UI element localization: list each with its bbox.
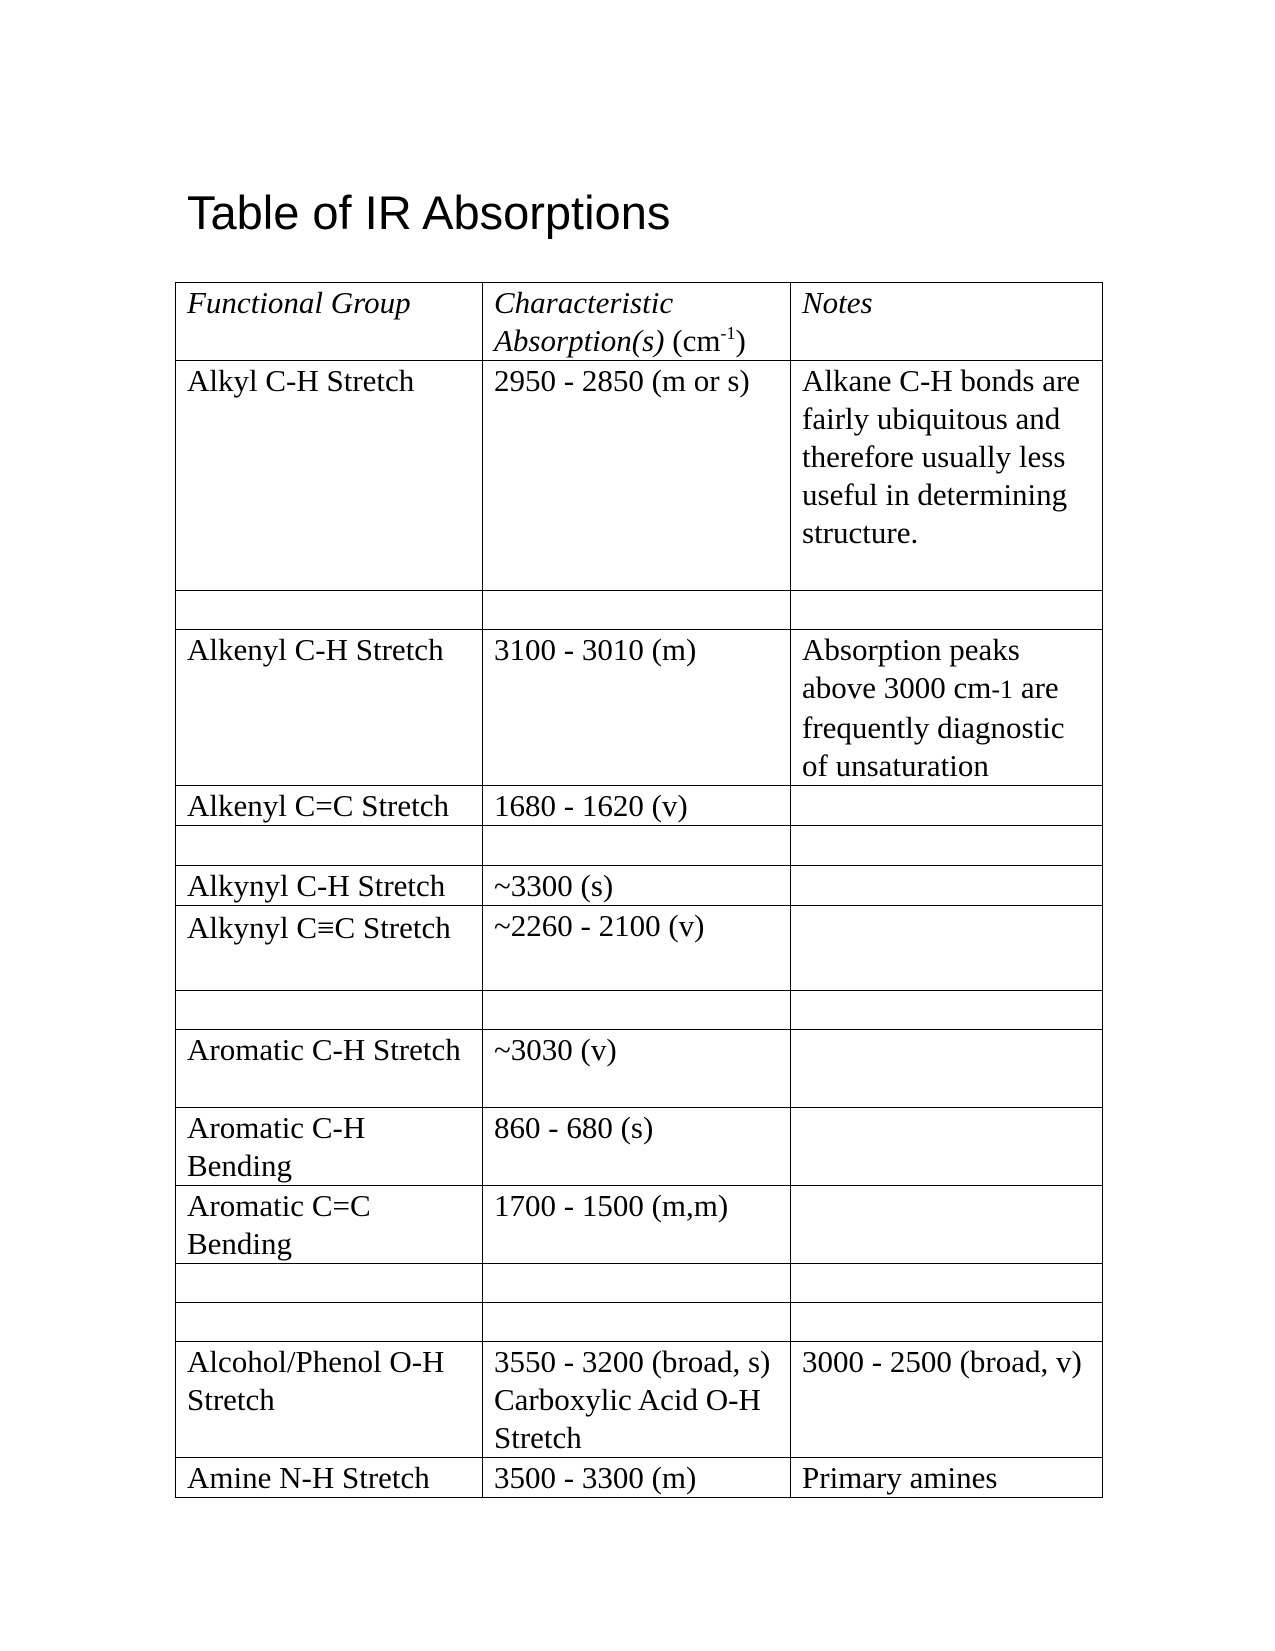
cell-notes: Absorption peaks above 3000 cm-1 are frequently diagnostic of unsaturation	[791, 630, 1103, 786]
cell-notes	[791, 1303, 1103, 1342]
cell-absorption: ~3300 (s)	[483, 866, 791, 906]
cell-notes	[791, 866, 1103, 906]
table-row	[176, 1264, 1103, 1303]
cell-absorption: 1680 - 1620 (v)	[483, 786, 791, 826]
cell-notes: Alkane C-H bonds are fairly ubiquitous and therefore usually less useful in determining structure.	[791, 361, 1103, 591]
cell-group	[176, 1264, 483, 1303]
table-row	[176, 1108, 1103, 1186]
table-row	[176, 866, 1103, 906]
table-row	[176, 1303, 1103, 1342]
ir-absorption-table	[175, 282, 1103, 1498]
cell-absorption: 3550 - 3200 (broad, s) Carboxylic Acid O-H Stretch	[483, 1342, 791, 1458]
table-row	[176, 1030, 1103, 1108]
cell-group: Alkenyl C=C Stretch	[176, 786, 483, 826]
cell-group	[176, 1303, 483, 1342]
cell-notes	[791, 786, 1103, 826]
table-row	[176, 1458, 1103, 1498]
cell-group: Amine N-H Stretch	[176, 1458, 483, 1498]
cell-absorption	[483, 1264, 791, 1303]
cell-absorption: ~3030 (v)	[483, 1030, 791, 1108]
table-row	[176, 991, 1103, 1030]
cell-notes	[791, 1186, 1103, 1264]
table-header-row	[176, 283, 1103, 361]
table-row	[176, 786, 1103, 826]
cell-notes	[791, 991, 1103, 1030]
cell-notes	[791, 1030, 1103, 1108]
cell-notes	[791, 906, 1103, 991]
cell-absorption: 3500 - 3300 (m)	[483, 1458, 791, 1498]
cell-group: Alkyl C-H Stretch	[176, 361, 483, 591]
cell-notes	[791, 826, 1103, 866]
cell-absorption: 3100 - 3010 (m)	[483, 630, 791, 786]
table-row	[176, 361, 1103, 591]
cell-notes	[791, 591, 1103, 630]
cell-group: Aromatic C-H Bending	[176, 1108, 483, 1186]
table-row	[176, 1342, 1103, 1458]
cell-absorption: 1700 - 1500 (m,m)	[483, 1186, 791, 1264]
header-notes: Notes	[791, 283, 1103, 361]
cell-group	[176, 591, 483, 630]
table-row	[176, 826, 1103, 866]
cell-absorption	[483, 591, 791, 630]
cell-absorption: 2950 - 2850 (m or s)	[483, 361, 791, 591]
header-absorption: Characteristic Absorption(s) $(cm^{-1})$	[483, 283, 791, 361]
table-row	[176, 1186, 1103, 1264]
cell-group	[176, 826, 483, 866]
header-functional-group: Functional Group	[176, 283, 483, 361]
cell-absorption	[483, 1303, 791, 1342]
cell-group: Aromatic C-H Stretch	[176, 1030, 483, 1108]
cell-notes: Primary amines	[791, 1458, 1103, 1498]
cell-group: Alkynyl C-H Stretch	[176, 866, 483, 906]
cell-group: Alkynyl C≡C Stretch	[176, 906, 483, 991]
table-row	[176, 906, 1103, 991]
page-title: Table of IR Absorptions	[187, 186, 671, 239]
cell-absorption	[483, 991, 791, 1030]
cell-notes	[791, 1264, 1103, 1303]
cell-notes: 3000 - 2500 (broad, v)	[791, 1342, 1103, 1458]
cell-absorption	[483, 826, 791, 866]
cell-group: Aromatic C=C Bending	[176, 1186, 483, 1264]
cell-group: Alcohol/Phenol O-H Stretch	[176, 1342, 483, 1458]
cell-group: Alkenyl C-H Stretch	[176, 630, 483, 786]
cell-group	[176, 991, 483, 1030]
cell-absorption: 860 - 680 (s)	[483, 1108, 791, 1186]
table-row	[176, 591, 1103, 630]
cell-absorption: ~2260 - 2100 (v)	[483, 906, 791, 991]
table-row	[176, 630, 1103, 786]
cell-notes	[791, 1108, 1103, 1186]
